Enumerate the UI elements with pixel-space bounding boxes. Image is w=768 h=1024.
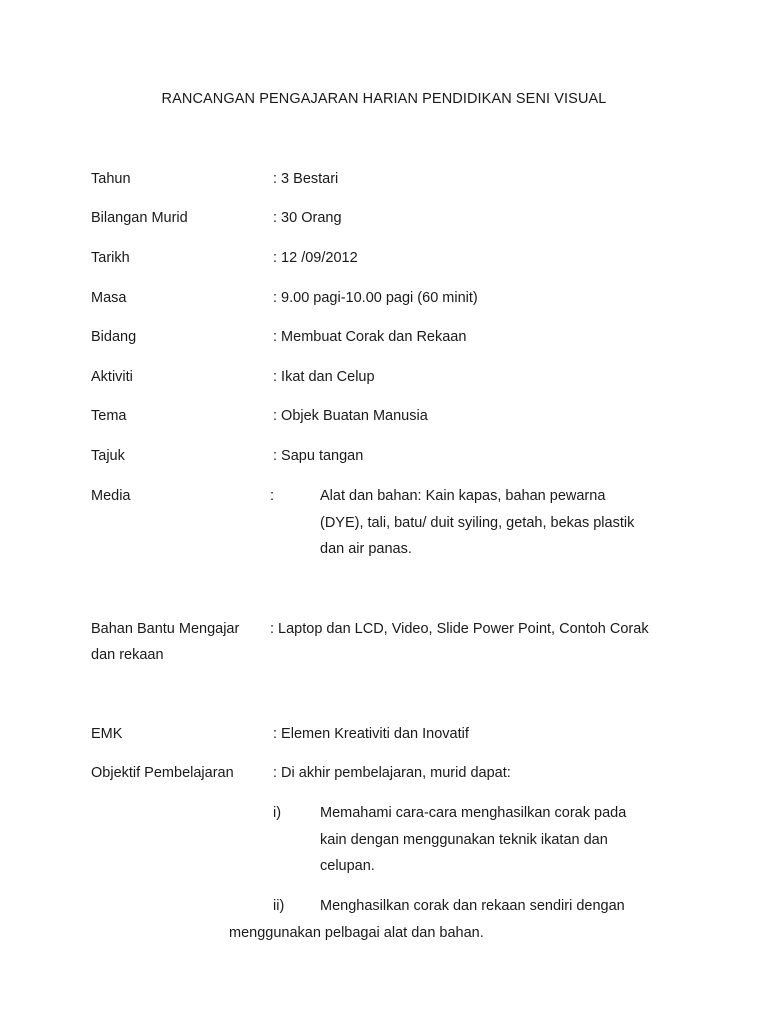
objective-item-2: [0, 898, 768, 948]
objective-line: Memahami cara-cara menghasilkan corak pada: [320, 805, 627, 821]
field-row-media: [0, 488, 768, 568]
list-marker: ii): [273, 898, 285, 914]
field-label: Aktiviti: [91, 369, 133, 385]
field-value: : Objek Buatan Manusia: [273, 408, 428, 424]
field-row-bilangan-murid: [0, 210, 768, 232]
field-value: : 9.00 pagi-10.00 pagi (60 minit): [273, 290, 478, 306]
field-label: Media: [91, 488, 131, 504]
objective-line: Menghasilkan corak dan rekaan sendiri dengan: [320, 898, 625, 914]
field-row-emk: [0, 726, 768, 748]
field-label: Tema: [91, 408, 127, 424]
field-row-aktiviti: [0, 369, 768, 391]
objective-item-1: [0, 805, 768, 885]
field-value: : Laptop dan LCD, Video, Slide Power Point, Contoh Corak: [270, 621, 649, 637]
objective-line: menggunakan pelbagai alat dan bahan.: [229, 925, 484, 941]
field-value: : Di akhir pembelajaran, murid dapat:: [273, 765, 511, 781]
field-label: Objektif Pembelajaran: [91, 765, 234, 781]
objective-line: celupan.: [320, 858, 375, 874]
media-line: dan air panas.: [320, 541, 412, 557]
list-marker: i): [273, 805, 282, 821]
field-value: : Sapu tangan: [273, 448, 364, 464]
media-line: (DYE), tali, batu/ duit syiling, getah, bekas plastik: [320, 514, 635, 531]
field-row-bidang: [0, 329, 768, 351]
field-label: Bilangan Murid: [91, 210, 188, 226]
field-value: : 30 Orang: [273, 210, 342, 226]
document-title: RANCANGAN PENGAJARAN HARIAN PENDIDIKAN SENI VISUAL: [161, 91, 607, 107]
field-row-tarikh: [0, 250, 768, 272]
field-row-tema: [0, 408, 768, 430]
field-row-tajuk: [0, 448, 768, 470]
field-row-tahun: [0, 171, 768, 193]
field-label: Bidang: [91, 329, 137, 345]
field-label: EMK: [91, 726, 123, 742]
field-value: : Membuat Corak dan Rekaan: [273, 329, 467, 345]
media-text: [320, 483, 700, 563]
field-colon: :: [270, 488, 275, 504]
field-row-objektif: [0, 765, 768, 787]
field-value: : 3 Bestari: [273, 171, 339, 187]
field-row-bahan-bantu-mengajar: [0, 621, 768, 671]
field-label: Tajuk: [91, 448, 125, 464]
field-label: Masa: [91, 290, 127, 306]
field-value: : Elemen Kreativiti dan Inovatif: [273, 726, 469, 742]
field-label-line1: Bahan Bantu Mengajar: [91, 621, 240, 637]
objective-text: [320, 800, 700, 880]
objective-line: kain dengan menggunakan teknik ikatan dan: [320, 831, 608, 848]
field-value: : 12 /09/2012: [273, 250, 358, 266]
media-line: Alat dan bahan: Kain kapas, bahan pewarna: [320, 488, 606, 504]
field-label-line2: dan rekaan: [91, 647, 164, 663]
field-value: : Ikat dan Celup: [273, 369, 375, 385]
field-row-masa: [0, 290, 768, 312]
field-label: Tahun: [91, 171, 131, 187]
field-label: Tarikh: [91, 250, 130, 266]
